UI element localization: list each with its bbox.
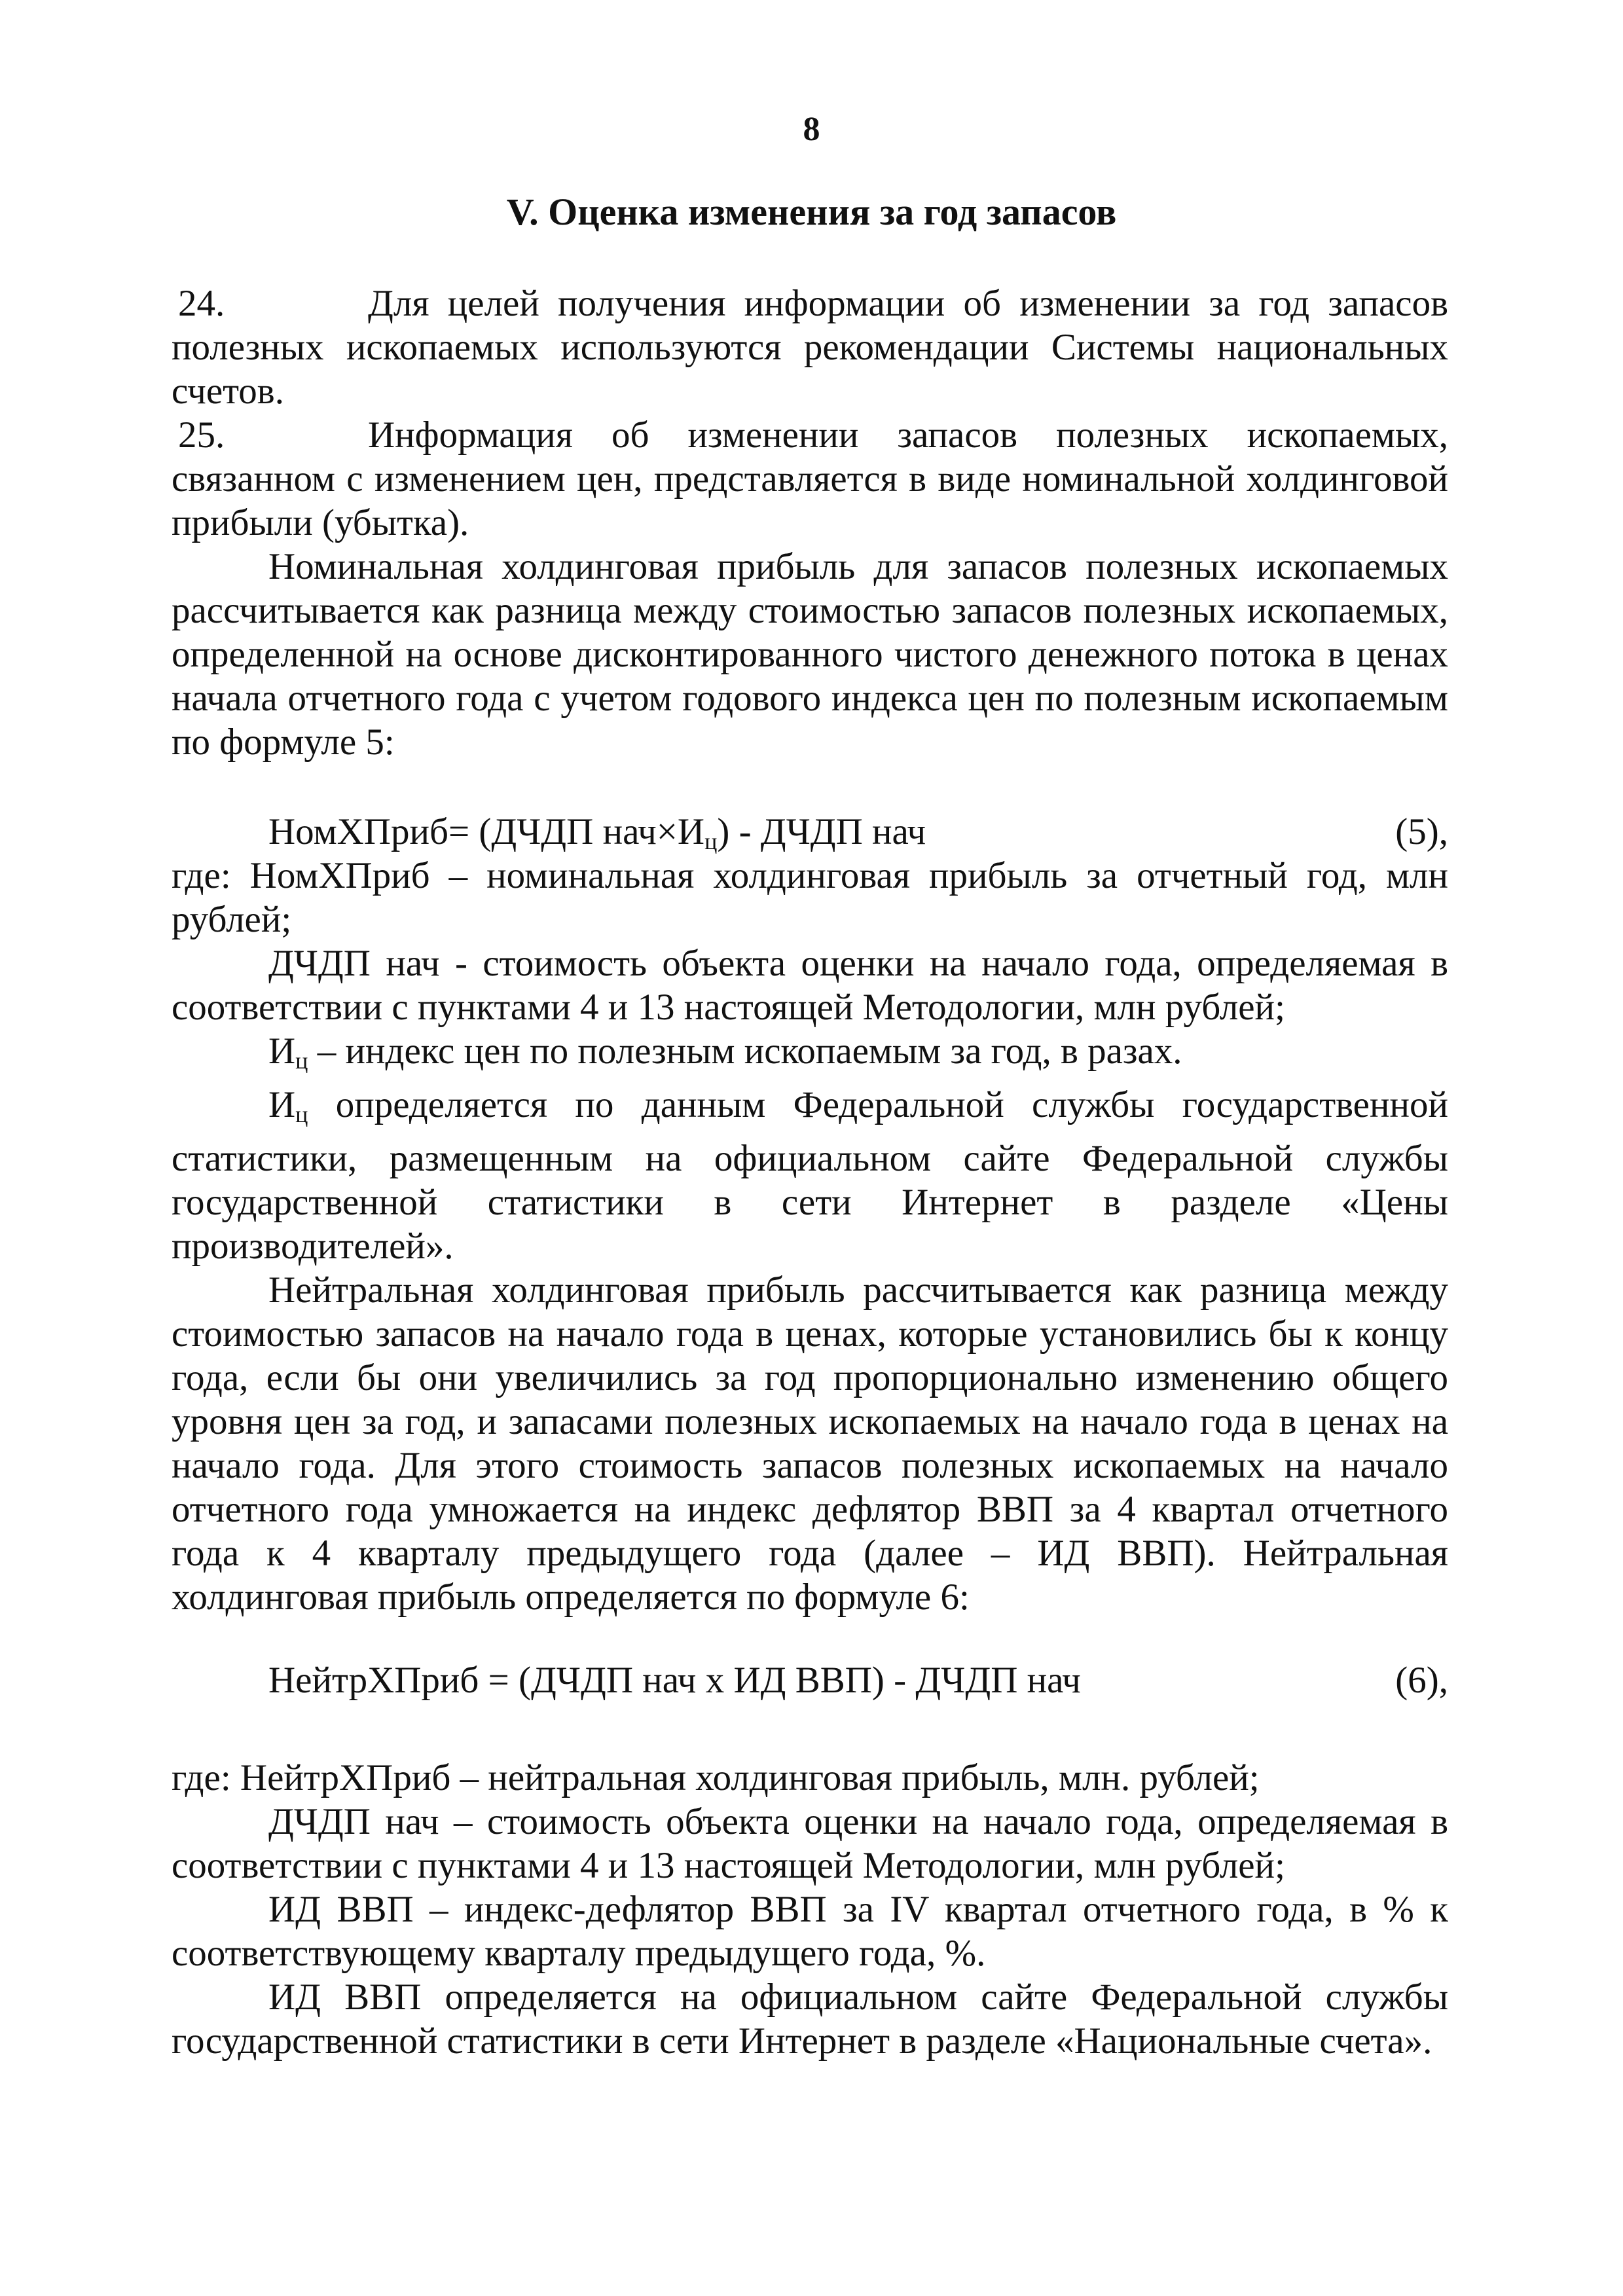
gdp-deflator-def: ИД ВВП – индекс-дефлятор ВВП за IV квартал отчетного года, в % к соответствующему кварталу предыдущего года, %. (172, 1889, 1448, 1974)
price-index-symbol-2: И (268, 1084, 296, 1125)
price-index-subscript: ц (295, 1048, 308, 1074)
section-title: V. Оценка изменения за год запасов (506, 191, 1117, 233)
paragraph-24-text: Для целей получения информации об изменении за год запасов полезных ископаемых используются рекомендации Системы национальных счетов. (172, 283, 1448, 412)
page-number: 8 (803, 111, 820, 148)
formula-6 (172, 1658, 1448, 1702)
formula-5-left: НомХПриб= (ДЧДП нач×И (268, 811, 705, 852)
formula-5-subscript: ц (704, 828, 718, 854)
formula-6-where: где: НейтрХПриб – нейтральная холдинговая прибыль, млн. рублей; (172, 1757, 1260, 1798)
formula-5-dchdp-def: ДЧДП нач - стоимость объекта оценки на начало года, определяемая в соответствии с пунктами 4 и 13 настоящей Методологии, млн рублей; (172, 943, 1448, 1028)
formula-5 (172, 810, 1448, 854)
gdp-deflator-source: ИД ВВП определяется на официальном сайте Федеральной службы государственной статистики в сети Интернет в разделе «Национальные счета». (172, 1977, 1448, 2062)
neutral-profit-intro: Нейтральная холдинговая прибыль рассчитывается как разница между стоимостью запасов на начало года в ценах, которые установились бы к концу года, если бы они увеличились за год пропорционально изменению общего уровня цен за год, и запасами полезных ископаемых на начало года в ценах на начало года. Для этого стоимость запасов полезных ископаемых на начало отчетного года умножается на индекс дефлятор ВВП за 4 квартал отчетного года к 4 кварталу предыдущего года (далее – ИД ВВП). Нейтральная холдинговая прибыль определяется по формуле 6: (172, 1269, 1448, 1618)
price-index-source (172, 1083, 1448, 1268)
price-index-def (172, 1029, 1448, 1083)
formula-6-text: НейтрХПриб = (ДЧДП нач х ИД ВВП) - ДЧДП нач (268, 1660, 1081, 1701)
price-index-symbol: И (268, 1030, 296, 1072)
price-index-subscript-2: ц (295, 1101, 308, 1127)
price-index-source-text: определяется по данным Федеральной службы государственной статистики, размещенным на официальном сайте Федеральной службы государственной статистики в сети Интернет в разделе «Цены производителей». (172, 1084, 1448, 1267)
paragraph-25-text: Информация об изменении запасов полезных ископаемых, связанном с изменением цен, представляется в виде номинальной холдинговой прибыли (убытка). (172, 414, 1448, 543)
formula-6-dchdp-def: ДЧДП нач – стоимость объекта оценки на начало года, определяемая в соответствии с пунктами 4 и 13 настоящей Методологии, млн рублей; (172, 1801, 1448, 1886)
formula-5-where: где: НомХПриб – номинальная холдинговая прибыль за отчетный год, млн рублей; (172, 855, 1448, 940)
paragraph-24-number: 24. (178, 283, 225, 324)
formula-5-right: ) - ДЧДП нач (717, 811, 926, 852)
paragraph-25-number: 25. (178, 414, 225, 456)
body-text (172, 282, 1448, 2063)
formula-6-number: (6), (1395, 1660, 1448, 1701)
nominal-profit-intro: Номинальная холдинговая прибыль для запасов полезных ископаемых рассчитывается как разница между стоимостью запасов полезных ископаемых, определенной на основе дисконтированного чистого денежного потока в ценах начала отчетного года с учетом годового индекса цен по полезным ископаемым по формуле 5: (172, 546, 1448, 763)
paragraph-24 (172, 282, 1448, 413)
formula-5-number: (5), (1395, 811, 1448, 852)
paragraph-25 (172, 413, 1448, 545)
price-index-text: – индекс цен по полезным ископаемым за год, в разах. (308, 1030, 1182, 1072)
